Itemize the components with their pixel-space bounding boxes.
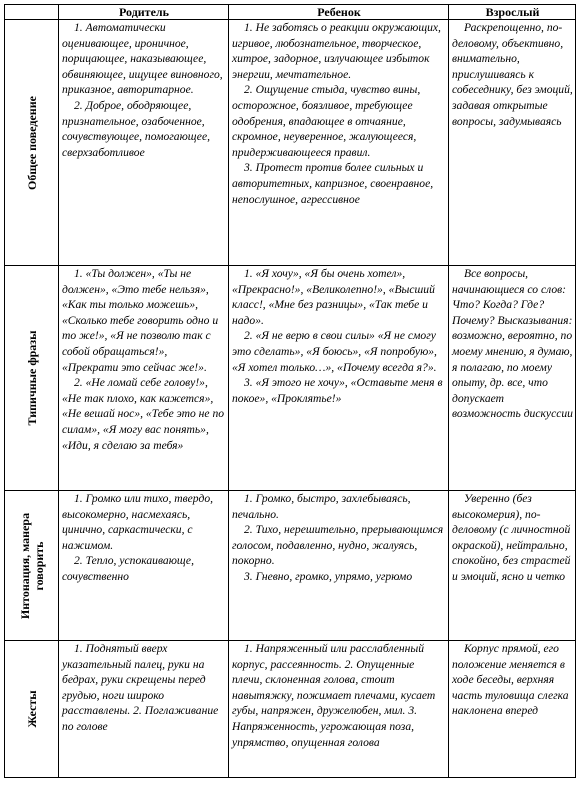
cell-paragraph: 1. «Ты должен», «Ты не должен», «Это тебе нельзя», «Как ты только можешь», «Сколько тебе говорить одно и то же!», «Я не позволю так с собой обращаться!», «Прекрати это сейчас же!». [62, 267, 219, 374]
cell-paragraph: 2. «Не ломай себе голову!», «Не так плохо, как кажется», «Не вешай нос», «Тебе это не по силам», «Я могу вас понять», «Иди, я сделаю за тебя» [62, 376, 225, 452]
child-cell [229, 641, 449, 778]
header-child: Ребенок [229, 5, 449, 20]
header-parent: Родитель [59, 5, 229, 20]
cell-paragraph: 1. Не заботясь о реакции окружающих, игривое, любознательное, творческое, хитрое, задорное, излучающее избыток энергии, мечтательное. [232, 21, 441, 81]
parent-cell [59, 20, 229, 266]
adult-cell [449, 20, 576, 266]
row-label: Общее поведение [24, 95, 39, 190]
cell-paragraph: 2. Ощущение стыда, чувство вины, осторожное, боязливое, требующее одобрения, впадающее в отчаяние, скромное, неуверенное, жалующееся, придерживающееся правил. [232, 83, 421, 159]
row-label: Жесты [24, 690, 39, 728]
cell-paragraph: 3. Гневно, громко, упрямо, угрюмо [244, 569, 413, 583]
cell-paragraph: 3. Протест против более сильных и авторитетных, капризное, своенравное, непослушное, агрессивное [232, 161, 434, 206]
cell-paragraph: Раскрепощенно, по-деловому, объективно, внимательно, прислушиваясь к собеседнику, без эмоций, задавая открытые вопросы, задумываясь [452, 21, 573, 128]
row-label-cell [5, 491, 59, 641]
parent-cell [59, 491, 229, 641]
cell-paragraph: Уверенно (без высокомерия), по-деловому (с личностной окраской), нейтрально, спокойно, без страстей и эмоций, ясно и четко [452, 492, 571, 583]
cell-paragraph: 1. Громко или тихо, твердо, высокомерно, насмехаясь, цинично, саркастически, с нажимом. [62, 492, 214, 552]
cell-paragraph: 1. Громко, быстро, захлебываясь, печально. [232, 492, 411, 521]
table-row [5, 641, 576, 778]
cell-paragraph: 1. «Я хочу», «Я бы очень хотел», «Прекрасно!», «Великолепно!», «Высший класс!, «Мне без разницы», «Так тебе и надо». [232, 267, 435, 327]
header-adult: Взрослый [449, 5, 576, 20]
parent-cell [59, 266, 229, 491]
cell-paragraph: 2. Тихо, нерешительно, прерывающимся голосом, подавленно, нудно, жалуясь, покорно. [232, 523, 444, 568]
table-row [5, 266, 576, 491]
child-cell [229, 266, 449, 491]
row-label: Типичные фразы [24, 330, 39, 426]
row-label: Интонация, манера говорить [17, 512, 46, 619]
header-row [5, 5, 576, 20]
cell-paragraph: 1. Поднятый вверх указательный палец, руки на бедрах, руки скрещены перед грудью, ноги широко расставлены. 2. Поглаживание по голове [62, 642, 219, 733]
parent-cell [59, 641, 229, 778]
cell-paragraph: 2. Доброе, ободряющее, признательное, озабоченное, сочувствующее, помогающее, сверхзаботливое [62, 98, 210, 159]
comparison-table [4, 4, 576, 778]
cell-paragraph: 1. Напряженный или расслабленный корпус, рассеянность. 2. Опущенные плечи, склоненная голова, стоит навытяжку, пожимает плечами, кусает губы, напряжен, дружелюбен, мил. 3. Напряженность, угрожающая поза, упрямство, опущенная голова [232, 642, 436, 749]
corner-cell [5, 5, 59, 20]
cell-paragraph: 1. Автоматически оценивающее, ироничное, порицающее, наказывающее, обвиняющее, ищущее виновного, приказное, авторитарное. [62, 21, 223, 97]
row-label-cell [5, 20, 59, 266]
cell-paragraph: 2. «Я не верю в свои силы» «Я не смогу это сделать», «Я боюсь», «Я попробую», «Я хотел только…», «Почему всегда я?». [232, 329, 437, 374]
adult-cell [449, 266, 576, 491]
child-cell [229, 20, 449, 266]
cell-paragraph: Все вопросы, начинающиеся со слов: Что? Когда? Где? Почему? Высказывания: возможно, вероятно, по моему мнению, я думаю, я полагаю, по моему опыту, др. все, что допускает возможность дискуссии [452, 267, 573, 421]
child-cell [229, 491, 449, 641]
cell-paragraph: 2. Тепло, успокаивающе, сочувственно [62, 554, 194, 583]
cell-paragraph: Корпус прямой, его положение меняется в ходе беседы, верхняя часть туловища слегка наклонена вперед [452, 642, 569, 718]
table-row [5, 491, 576, 641]
row-label-cell [5, 641, 59, 778]
row-label-cell [5, 266, 59, 491]
adult-cell [449, 641, 576, 778]
table-row [5, 20, 576, 266]
cell-paragraph: 3. «Я этого не хочу», «Оставьте меня в покое», «Проклятье!» [232, 376, 443, 405]
adult-cell [449, 491, 576, 641]
